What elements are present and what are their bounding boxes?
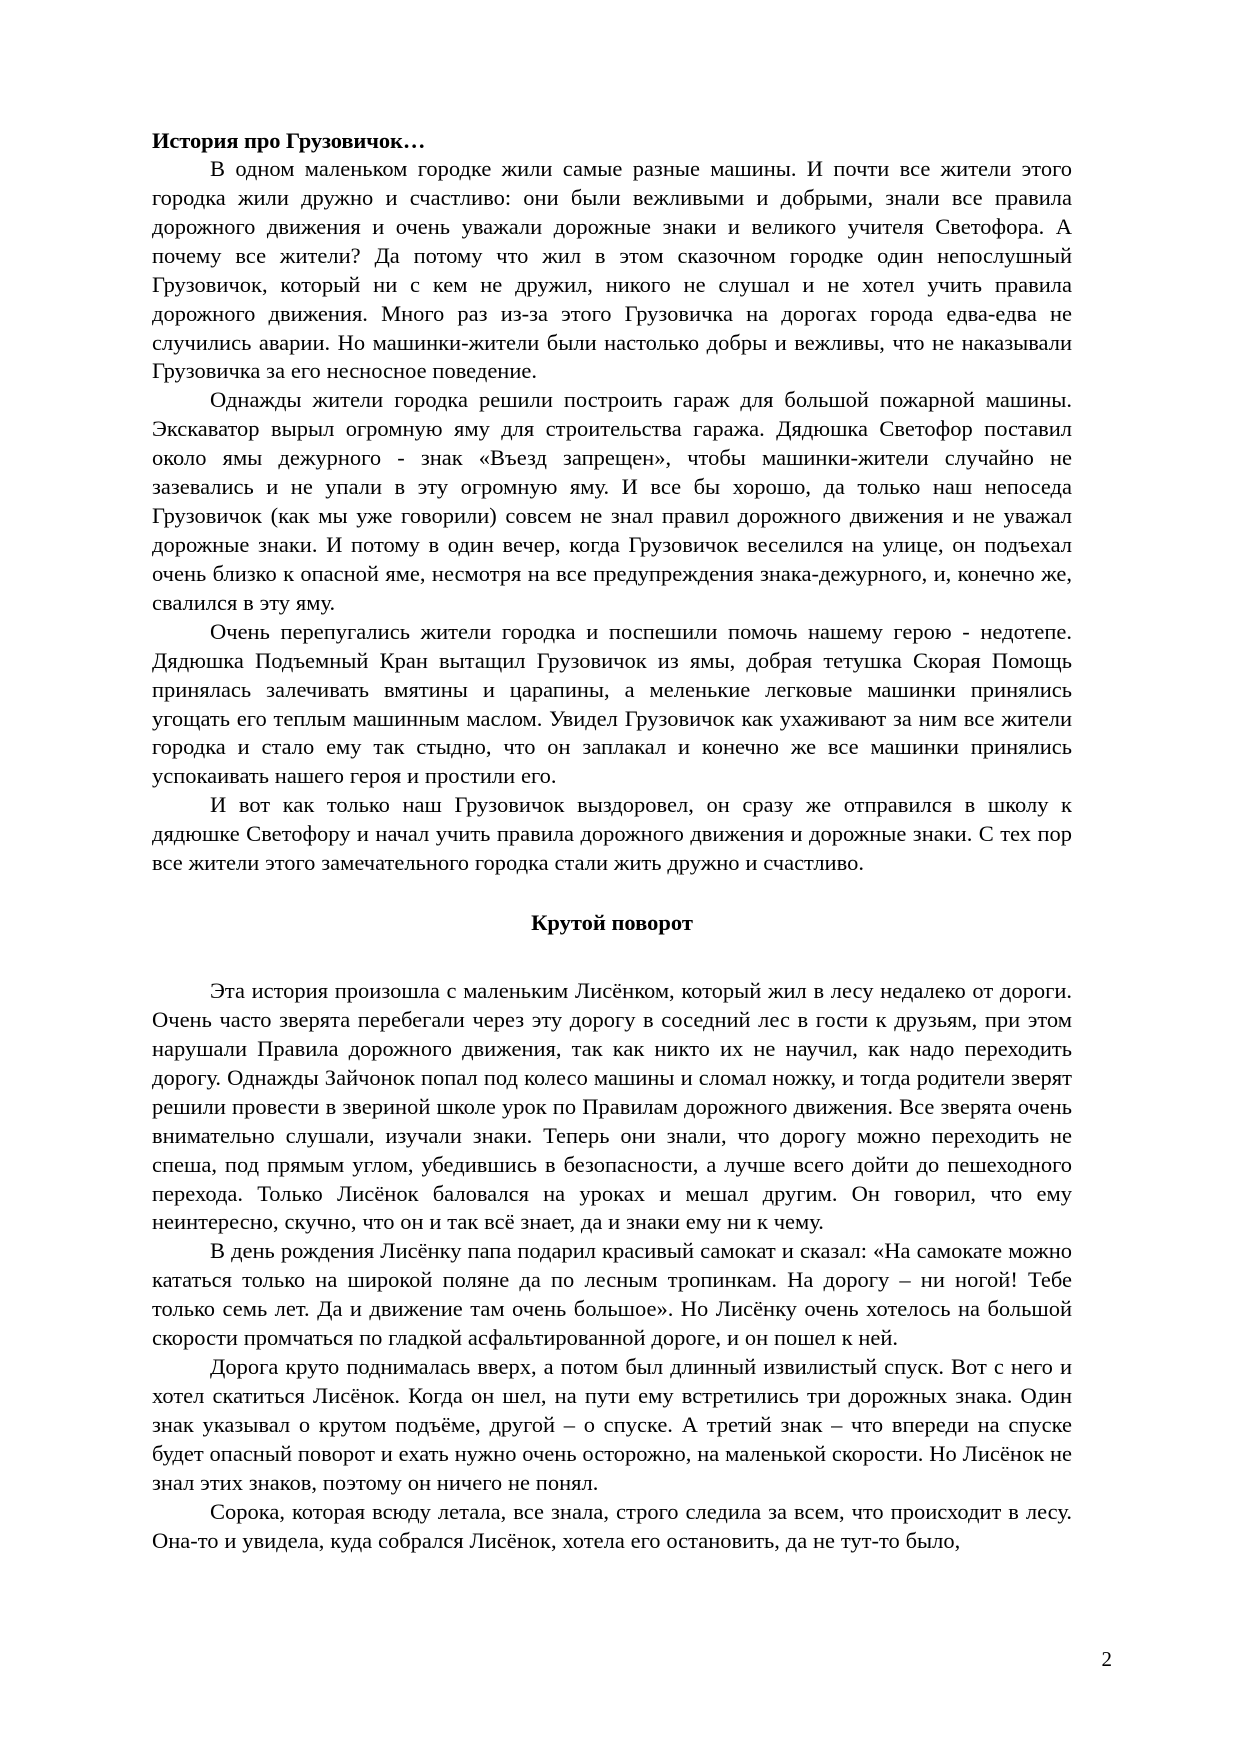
paragraph: Эта история произошла с маленьким Лисёнком, который жил в лесу недалеко от дороги. Очень часто зверята перебегали через эту дорогу в соседний лес в гости к друзьям, при этом нарушали Правила дорожного движения, так как никто их не научил, как надо переходить дорогу. Однажды Зайчонок попал под колесо машины и сломал ножку, и тогда родители зверят решили провести в звериной школе урок по Правилам дорожного движения. Все зверята очень внимательно слушали, изучали знаки. Теперь они знали, что дорогу можно переходить не спеша, под прямым углом, убедившись в безопасности, а лучше всего дойти до пешеходного перехода. Только Лисёнок баловался на уроках и мешал другим. Он говорил, что ему неинтересно, скучно, что он и так всё знает, да и знаки ему ни к чему. xyxy=(152,978,1072,1235)
story-title-gruzovichok: История про Грузовичок… xyxy=(152,128,426,153)
paragraph: В одном маленьком городке жили самые разные машины. И почти все жители этого городка жили дружно и счастливо: они были вежливыми и добрыми, знали все правила дорожного движения и очень уважали дорожные знаки и великого учителя Светофора. А почему все жители? Да потому что жил в этом сказочном городке один непослушный Грузовичок, который ни с кем не дружил, никого не слушал и не хотел учить правила дорожного движения. Много раз из-за этого Грузовичка на дорогах города едва-едва не случились аварии. Но машинки-жители были настолько добры и вежливы, что не наказывали Грузовичка за его несносное поведение. xyxy=(152,156,1072,384)
paragraph: Дорога круто поднималась вверх, а потом был длинный извилистый спуск. Вот с него и хотел скатиться Лисёнок. Когда он шел, на пути ему встретились три дорожных знака. Один знак указывал о крутом подъёме, другой – о спуске. А третий знак – что впереди на спуске будет опасный поворот и ехать нужно очень осторожно, на маленькой скорости. Но Лисёнок не знал этих знаков, поэтому он ничего не понял. xyxy=(152,1354,1072,1495)
page-number: 2 xyxy=(1101,1647,1112,1671)
section-spacer xyxy=(152,878,1072,908)
paragraph: Сорока, которая всюду летала, все знала, строго следила за всем, что происходит в лесу. Она-то и увидела, куда собрался Лисёнок, хотела его остановить, да не тут-то было, xyxy=(152,1498,1072,1553)
page-content xyxy=(152,126,1072,1556)
paragraph: Однажды жители городка решили построить гараж для большой пожарной машины. Экскаватор вырыл огромную яму для строительства гаража. Дядюшка Светофор поставил около ямы дежурного - знак «Въезд запрещен», чтобы машинки-жители случайно не зазевались и не упали в эту огромную яму. И все бы хорошо, да только наш непоседа Грузовичок (как мы уже говорили) совсем не знал правил дорожного движения и не уважал дорожные знаки. И потому в один вечер, когда Грузовичок веселился на улице, он подъехал очень близко к опасной яме, несмотря на все предупреждения знака-дежурного, и, конечно же, свалился в эту яму. xyxy=(152,387,1072,615)
story-title-krutoy-povorot: Крутой поворот xyxy=(531,910,693,936)
paragraph: В день рождения Лисёнку папа подарил красивый самокат и сказал: «На самокате можно кататься только на широкой поляне да по лесным тропинкам. На дорогу – ни ногой! Тебе только семь лет. Да и движение там очень большое». Но Лисёнку очень хотелось на большой скорости промчаться по гладкой асфальтированной дороге, и он пошел к ней. xyxy=(152,1238,1072,1351)
paragraph: Очень перепугались жители городка и поспешили помочь нашему герою - недотепе. Дядюшка Подъемный Кран вытащил Грузовичок из ямы, добрая тетушка Скорая Помощь принялась залечивать вмятины и царапины, а меленькие легковые машинки принялись угощать его теплым машинным маслом. Увидел Грузовичок как ухаживают за ним все жители городка и стало ему так стыдно, что он заплакал и конечно же все машинки принялись успокаивать нашего героя и простили его. xyxy=(152,618,1072,789)
paragraph: И вот как только наш Грузовичок выздоровел, он сразу же отправился в школу к дядюшке Светофору и начал учить правила дорожного движения и дорожные знаки. С тех пор все жители этого замечательного городка стали жить дружно и счастливо. xyxy=(152,792,1072,876)
heading-spacer xyxy=(152,937,1072,977)
